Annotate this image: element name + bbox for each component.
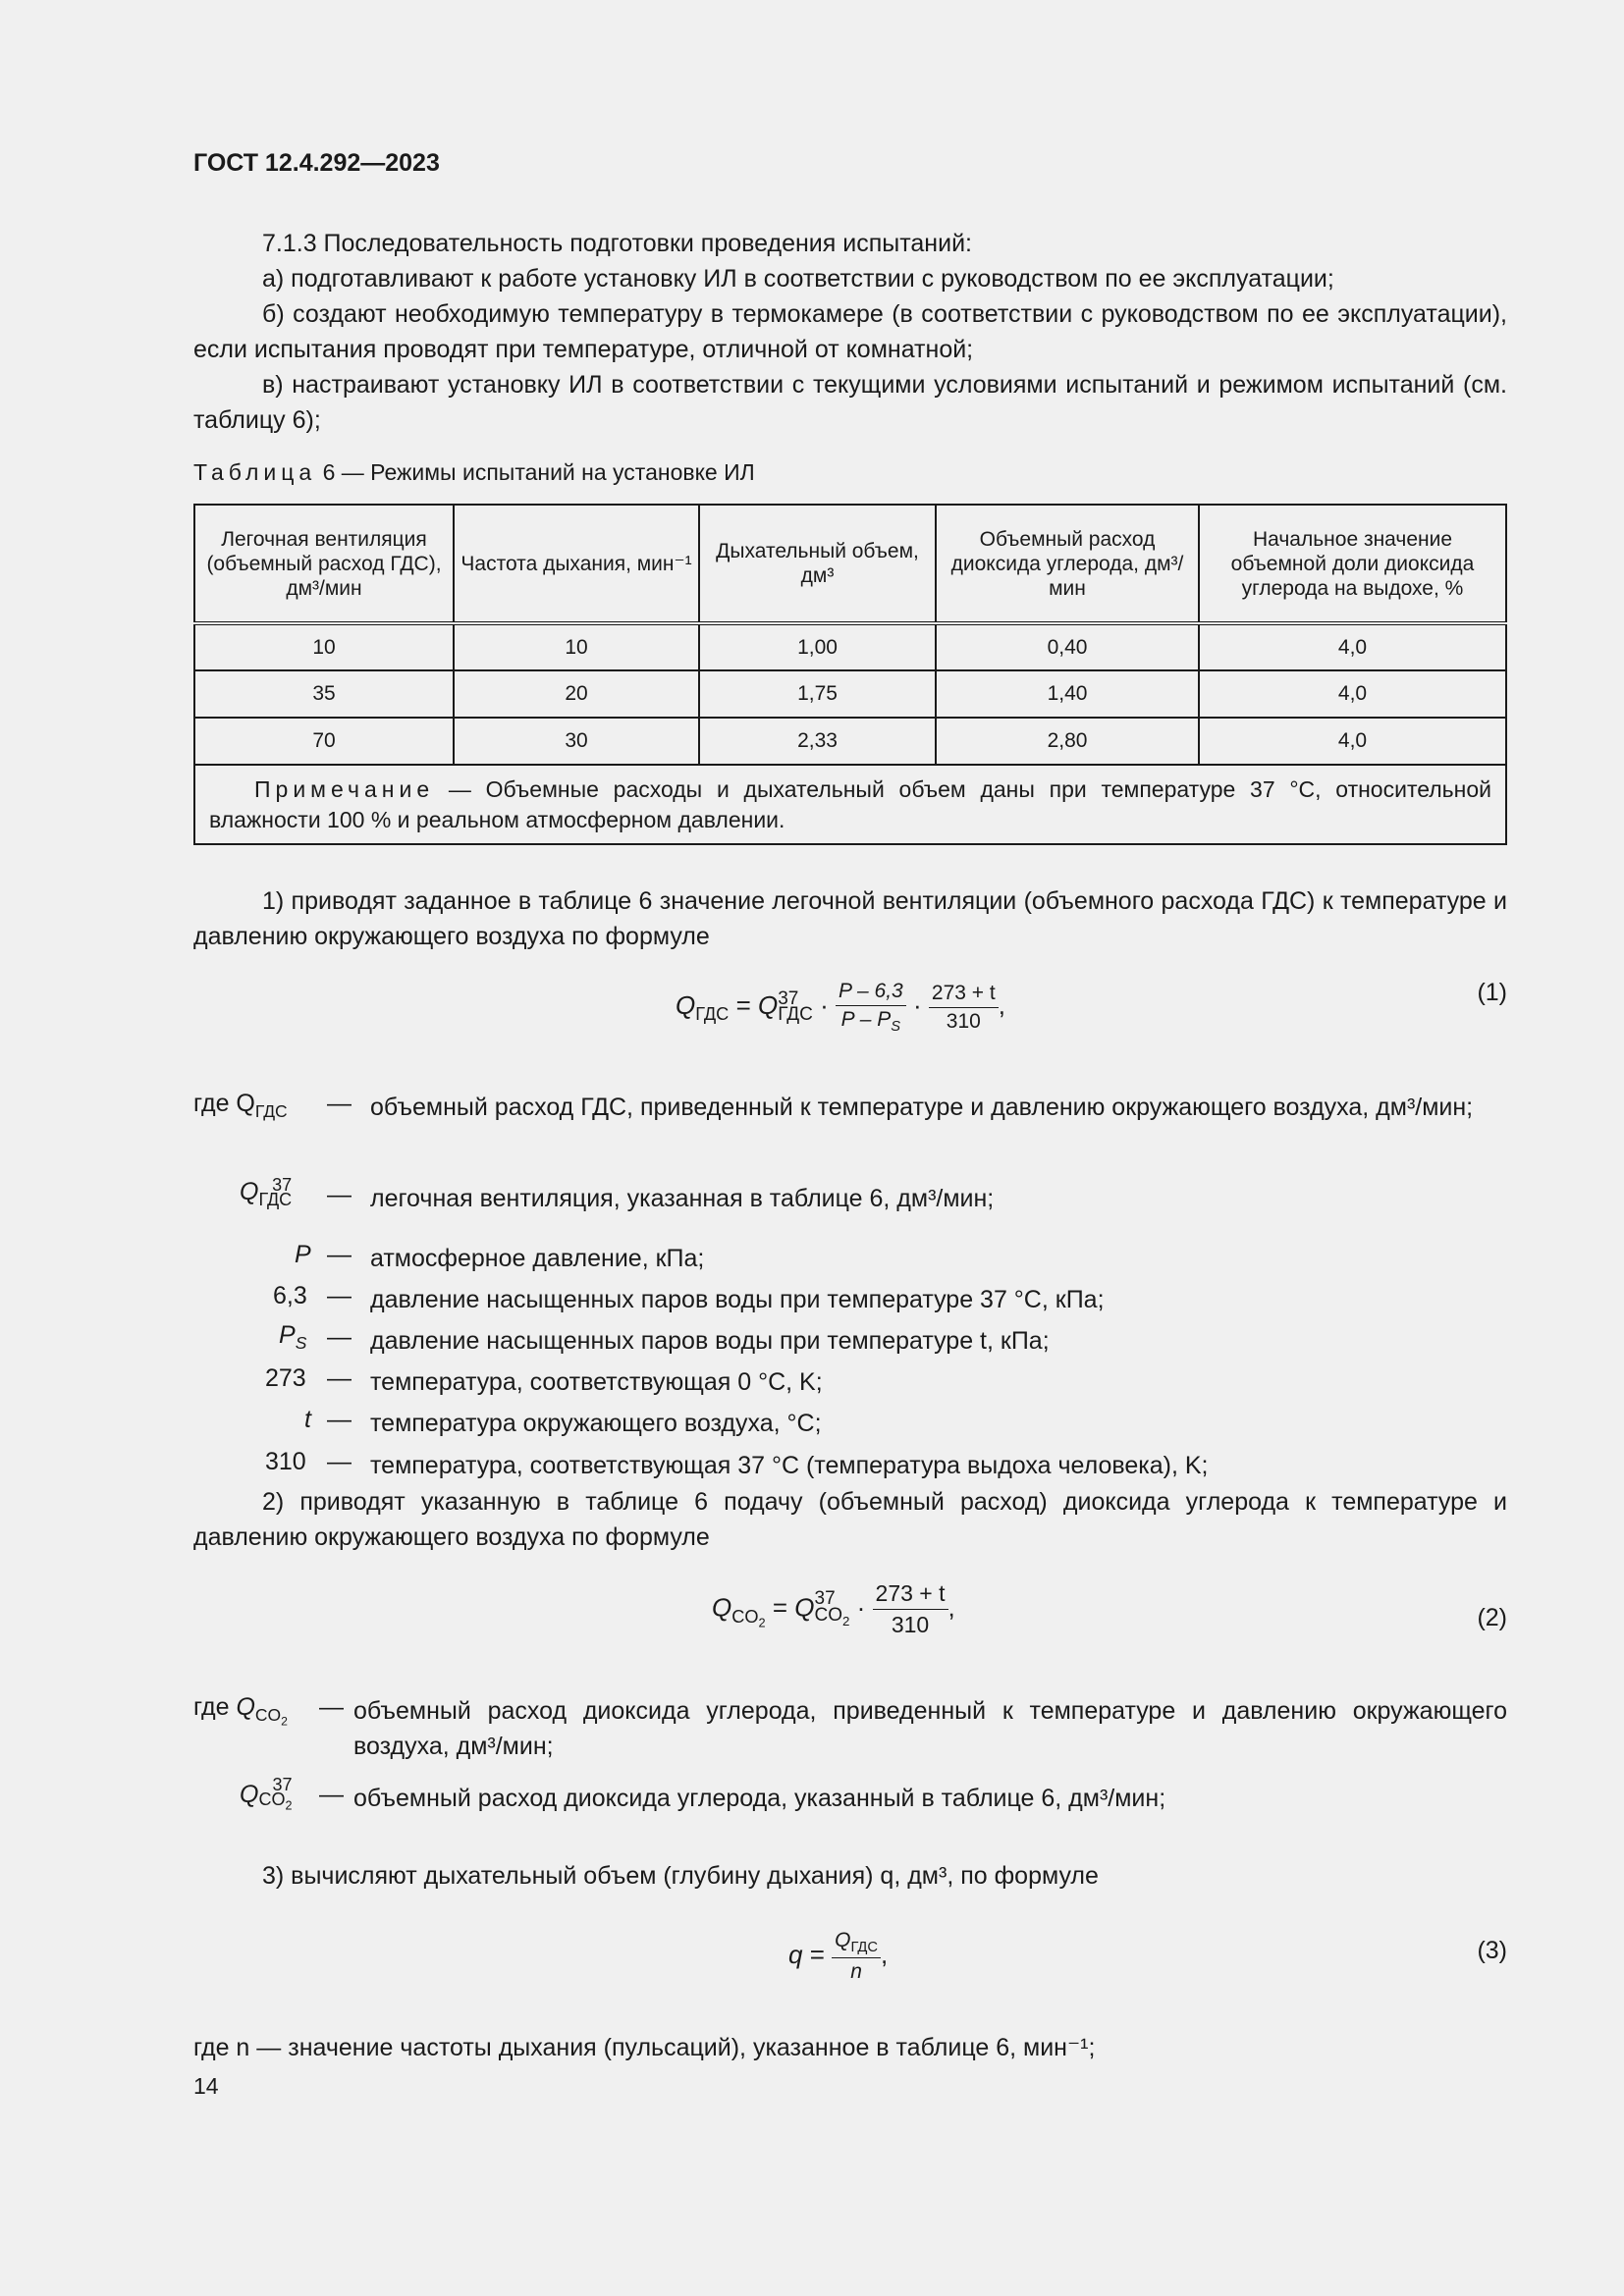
formula-fraction-temperature xyxy=(929,982,999,1034)
table-cell: 1,00 xyxy=(699,623,936,670)
where-symbol: 310 xyxy=(265,1448,306,1475)
where-symbol: где $Q_{ГДС}$ xyxy=(193,1090,288,1121)
where-description: температура, соответствующая 0 °C, K; xyxy=(370,1368,823,1396)
table-cell: 4,0 xyxy=(1199,718,1506,765)
where-description: легочная вентиляция, указанная в таблице 6, дм³/мин; xyxy=(370,1185,995,1212)
fraction-denominator: P – P xyxy=(840,1008,892,1031)
fraction-denominator: n xyxy=(850,1960,862,1984)
formula-3: q = $\frac{Q_{ГДС}}{n}$ , xyxy=(788,1929,889,1984)
table-cell: 2,33 xyxy=(699,718,936,765)
formula-subscript: ГДС xyxy=(695,1004,730,1025)
where-symbol: Q 37 $CO_2$ xyxy=(240,1775,293,1813)
col-header-volume: Дыхательный объем, дм³ xyxy=(699,505,936,623)
table-note-text: — Объемные расходы и дыхательный объем даны при температуре 37 °C, относительной влажности 100 % и реальном атмосферном давлении. xyxy=(209,775,1491,832)
table-note-word: Примечание xyxy=(254,775,435,802)
where-symbol: Q 37 ГДС xyxy=(240,1175,293,1210)
table-cell: 2,80 xyxy=(936,718,1199,765)
where-symbol: t xyxy=(304,1406,311,1433)
formula-2: $Q_{CO_2} = Q$ 37 $CO_2$ · $\frac{273 + t}{310}$ , xyxy=(712,1580,955,1637)
test-modes-table xyxy=(193,504,1507,845)
formula-superscript: 37 xyxy=(778,988,799,1010)
table-caption-word: Таблица xyxy=(193,459,317,485)
where-description: объемный расход диоксида углерода, указанный в таблице 6, дм³/мин; xyxy=(353,1785,1166,1812)
fraction-numerator: P – 6,3 xyxy=(836,980,906,1006)
where-dash: — xyxy=(327,1364,352,1392)
step-3: 3) вычисляют дыхательный объем (глубину дыхания) q, дм³, по формуле xyxy=(262,1862,1099,1890)
col-header-co2-fraction: Начальное значение объемной доли диоксида углерода на выдохе, % xyxy=(1199,505,1506,623)
col-header-co2-flow: Объемный расход диоксида углерода, дм³/мин xyxy=(936,505,1199,623)
where-dash: — xyxy=(327,1282,352,1309)
document-header: ГОСТ 12.4.292—2023 xyxy=(193,149,440,177)
formula-3-number: (3) xyxy=(1477,1937,1507,1964)
table-cell: 35 xyxy=(194,670,454,718)
paragraph-v: в) настраивают установку ИЛ в соответствии с текущими условиями испытаний и режимом испытаний (см. таблицу 6); xyxy=(193,371,1507,434)
table-cell: 4,0 xyxy=(1199,670,1506,718)
table-cell: 1,40 xyxy=(936,670,1199,718)
formula-fraction-q: $\frac{Q_{ГДС}}{n}$ xyxy=(832,1929,881,1984)
formula-1: $Q_{ГДС} = Q$ 37 ГДС · $\frac{P - 6,3}{P - P_S}$ · $\frac{273 + t}{310}$ , xyxy=(676,980,1005,1036)
formula-symbol: Q xyxy=(676,989,696,1020)
where-dash: — xyxy=(327,1323,352,1351)
where-dash: — xyxy=(327,1090,352,1117)
where-dash: — xyxy=(327,1241,352,1268)
paragraph-7-1-3: 7.1.3 Последовательность подготовки проведения испытаний: xyxy=(262,230,972,257)
formula-equals: = xyxy=(735,989,751,1020)
table-cell: 30 xyxy=(454,718,699,765)
table-note xyxy=(194,765,1506,844)
where-description: температура окружающего воздуха, °C; xyxy=(370,1410,822,1437)
where-symbol: 273 xyxy=(265,1364,306,1392)
table-cell: 1,75 xyxy=(699,670,936,718)
formula-2-number: (2) xyxy=(1477,1604,1507,1631)
table-cell: 4,0 xyxy=(1199,623,1506,670)
table-cell: 70 xyxy=(194,718,454,765)
table-row xyxy=(194,623,1506,670)
where-symbol: P xyxy=(295,1241,311,1268)
formula-subscript: S xyxy=(891,1019,901,1036)
where-dash: — xyxy=(319,1693,344,1721)
paragraph-a: а) подготавливают к работе установку ИЛ в соответствии с руководством по ее эксплуатации; xyxy=(262,265,1334,293)
table-row xyxy=(194,718,1506,765)
where-symbol: 6,3 xyxy=(273,1282,307,1309)
fraction-numerator: 273 + t xyxy=(929,982,999,1008)
formula-symbol: Q xyxy=(757,989,779,1020)
col-header-ventilation: Легочная вентиляция (объемный расход ГДС), дм³/мин xyxy=(194,505,454,623)
formula-fraction-temperature xyxy=(873,1580,948,1638)
fraction-denominator: 310 xyxy=(946,1009,981,1033)
where-description: объемный расход ГДС, приведенный к температуре и давлению окружающего воздуха, дм³/мин; xyxy=(370,1094,1474,1121)
where-description: температура, соответствующая 37 °C (температура выдоха человека), K; xyxy=(370,1452,1209,1479)
where-description: объемный расход диоксида углерода, приведенный к температуре и давлению окружающего воздуха, дм³/мин; xyxy=(353,1697,1507,1760)
table-cell: 20 xyxy=(454,670,699,718)
formula-fraction-pressure xyxy=(836,980,906,1035)
table-cell: 10 xyxy=(194,623,454,670)
step-1: 1) приводят заданное в таблице 6 значение легочной вентиляции (объемного расхода ГДС) к температуре и давлению окружающего воздуха по формуле xyxy=(193,887,1507,950)
step-2: 2) приводят указанную в таблице 6 подачу (объемный расход) диоксида углерода к температуре и давлению окружающего воздуха по формуле xyxy=(193,1488,1507,1551)
where-symbol: где $Q_{CO_2}$ xyxy=(193,1693,288,1729)
fraction-numerator: 273 + t xyxy=(873,1580,948,1610)
where-dash: — xyxy=(319,1781,344,1808)
where-description: давление насыщенных паров воды при температуре 37 °C, кПа; xyxy=(370,1286,1105,1313)
col-header-frequency: Частота дыхания, мин⁻¹ xyxy=(454,505,699,623)
fraction-denominator: 310 xyxy=(891,1612,930,1637)
table-caption xyxy=(193,459,755,486)
table-cell: 0,40 xyxy=(936,623,1199,670)
where-description: атмосферное давление, кПа; xyxy=(370,1245,705,1272)
formula-subscript: ГДС xyxy=(778,1004,813,1026)
paragraph-b: б) создают необходимую температуру в термокамере (в соответствии с руководством по ее эксплуатации), если испытания проводят при температуре, отличной от комнатной; xyxy=(193,300,1507,363)
where-dash: — xyxy=(327,1448,352,1475)
where-description: давление насыщенных паров воды при температуре t, кПа; xyxy=(370,1327,1050,1355)
table-cell: 10 xyxy=(454,623,699,670)
where-dash: — xyxy=(327,1181,352,1208)
where-3: где n — значение частоты дыхания (пульсаций), указанное в таблице 6, мин⁻¹; xyxy=(193,2034,1096,2061)
table-caption-text: 6 — Режимы испытаний на установке ИЛ xyxy=(322,459,755,485)
formula-1-number: (1) xyxy=(1477,979,1507,1006)
table-row xyxy=(194,670,1506,718)
table-note-row xyxy=(194,765,1506,844)
where-symbol: $P_S$ xyxy=(279,1321,307,1353)
where-dash: — xyxy=(327,1406,352,1433)
page-number: 14 xyxy=(193,2073,219,2099)
